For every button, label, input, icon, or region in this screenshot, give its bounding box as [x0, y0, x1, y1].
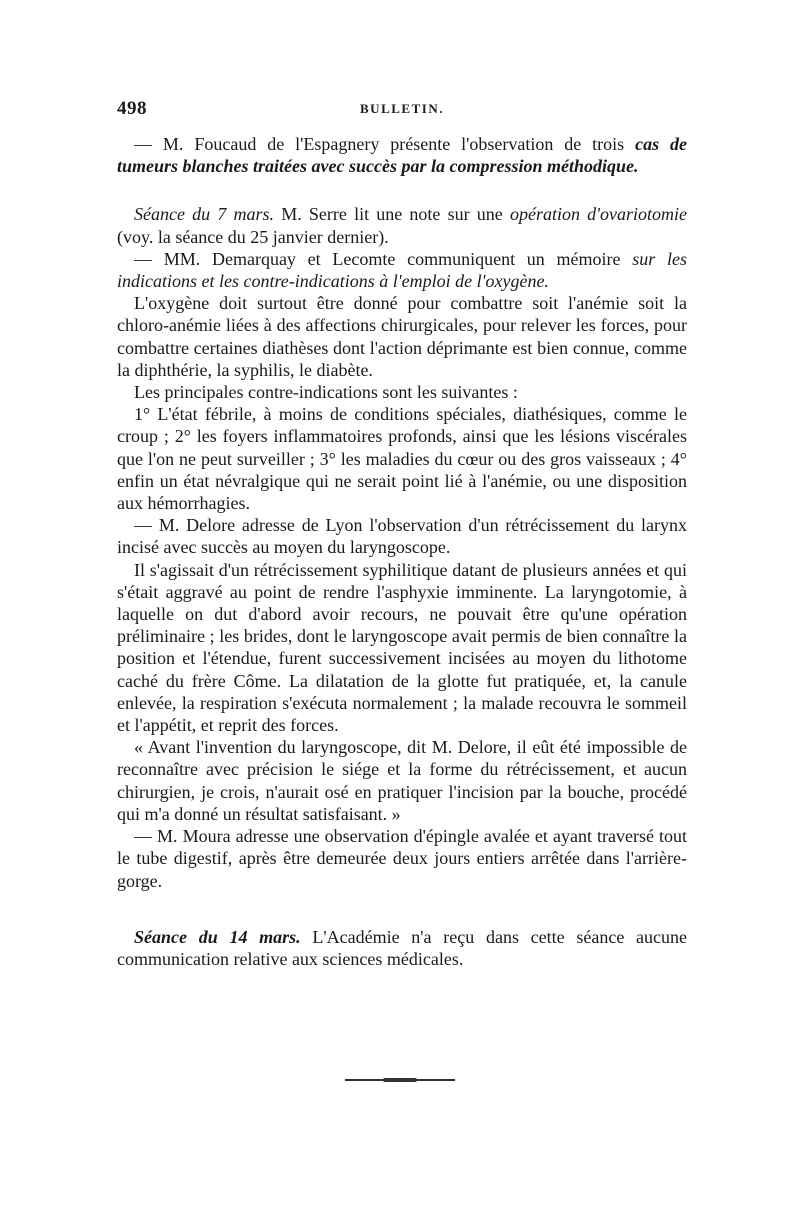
- running-title: BULLETIN.: [360, 101, 444, 116]
- paragraph-seance-7-mars: [117, 203, 687, 247]
- session-tail: (voy. la séance du 25 janvier dernier).: [117, 226, 389, 247]
- paragraph-oxygene: L'oxygène doit surtout être donné pour combattre soit l'anémie soit la chloro-anémie liées à des affections chirurgicales, pour relever les forces, pour combattre certaines diathèses dont l'action déprimante est bien connue, comme la diphthérie, la syphilis, le diabète.: [117, 293, 687, 380]
- paragraph-demarquay: [117, 248, 687, 292]
- paragraph-citation: « Avant l'invention du laryngoscope, dit M. Delore, il eût été impossible de reconnaître avec précision le siége et la forme du rétrécissement, et aucun chirurgien, je crois, n'aurait osé en pratiquer l'incision par la bouche, procédé qui m'a donné un résultat satisfaisant. »: [117, 737, 687, 824]
- session-topic: opération d'ovariotomie: [509, 204, 687, 225]
- paragraph-foucaud-title: cas de tumeurs blanches traitées avec succès par la compression méthodique.: [117, 134, 688, 177]
- section-gap: [117, 892, 687, 926]
- session-text: L'Académie n'a reçu dans cette séance aucune communication relative aux sciences médicales.: [117, 926, 687, 969]
- page-number: 498: [117, 98, 147, 119]
- paragraph-demarquay-lead: — MM. Demarquay et Lecomte communiquent un mémoire: [134, 248, 633, 269]
- ornamental-rule: [345, 1079, 455, 1081]
- paragraph-foucaud-lead: — M. Foucaud de l'Espagnery présente l'observation de trois: [134, 134, 636, 154]
- paragraph-moura: — M. Moura adresse une observation d'épingle avalée et ayant traversé tout le tube digestif, après être demeurée deux jours entiers arrêtée dans l'arrière-gorge.: [117, 826, 687, 891]
- paragraph-contre-indications: Les principales contre-indications sont les suivantes :: [134, 382, 518, 403]
- paragraph-retrecissement: Il s'agissait d'un rétrécissement syphilitique datant de plusieurs années et qui s'était aggravé au point de rendre l'asphyxie imminente. La laryngotomie, à laquelle on dut d'abord avoir recours, ne pouvait être qu'une opération préliminaire ; les brides, dont le laryngoscope avait permis de bien connaître la position et l'étendue, furent successivement incisées au moyen du lithotome caché du frère Côme. La dilatation de la glotte fut pratiquée, et, la canule enlevée, la respiration s'exécuta normalement ; la malade recouvra le sommeil et l'appétit, et reprit des forces.: [117, 559, 687, 736]
- page-header: [117, 98, 687, 124]
- session-text: M. Serre lit une note sur une: [274, 204, 510, 225]
- paragraph-seance-14-mars: [117, 926, 687, 970]
- paragraph-liste: 1° L'état fébrile, à moins de conditions spéciales, diathésiques, comme le croup ; 2° les foyers inflammatoires profonds, ainsi que les lésions viscérales que l'on ne peut surveiller ; 3° les maladies du cœur ou des gros vaisseaux ; 4° enfin un état névralgique qui ne serait point lié à l'anémie, ou une disposition aux hémorrhagies.: [117, 404, 687, 514]
- section-gap: [117, 177, 687, 203]
- session-date: Séance du 14 mars.: [134, 926, 301, 947]
- session-date: Séance du 7 mars.: [134, 204, 275, 225]
- paragraph-foucaud: [117, 133, 687, 177]
- body-text: [117, 133, 687, 970]
- paragraph-demarquay-title: sur les indications et les contre-indications à l'emploi de l'oxygène.: [117, 248, 687, 292]
- paragraph-delore: — M. Delore adresse de Lyon l'observation d'un rétrécissement du larynx incisé avec succès au moyen du laryngoscope.: [117, 515, 687, 558]
